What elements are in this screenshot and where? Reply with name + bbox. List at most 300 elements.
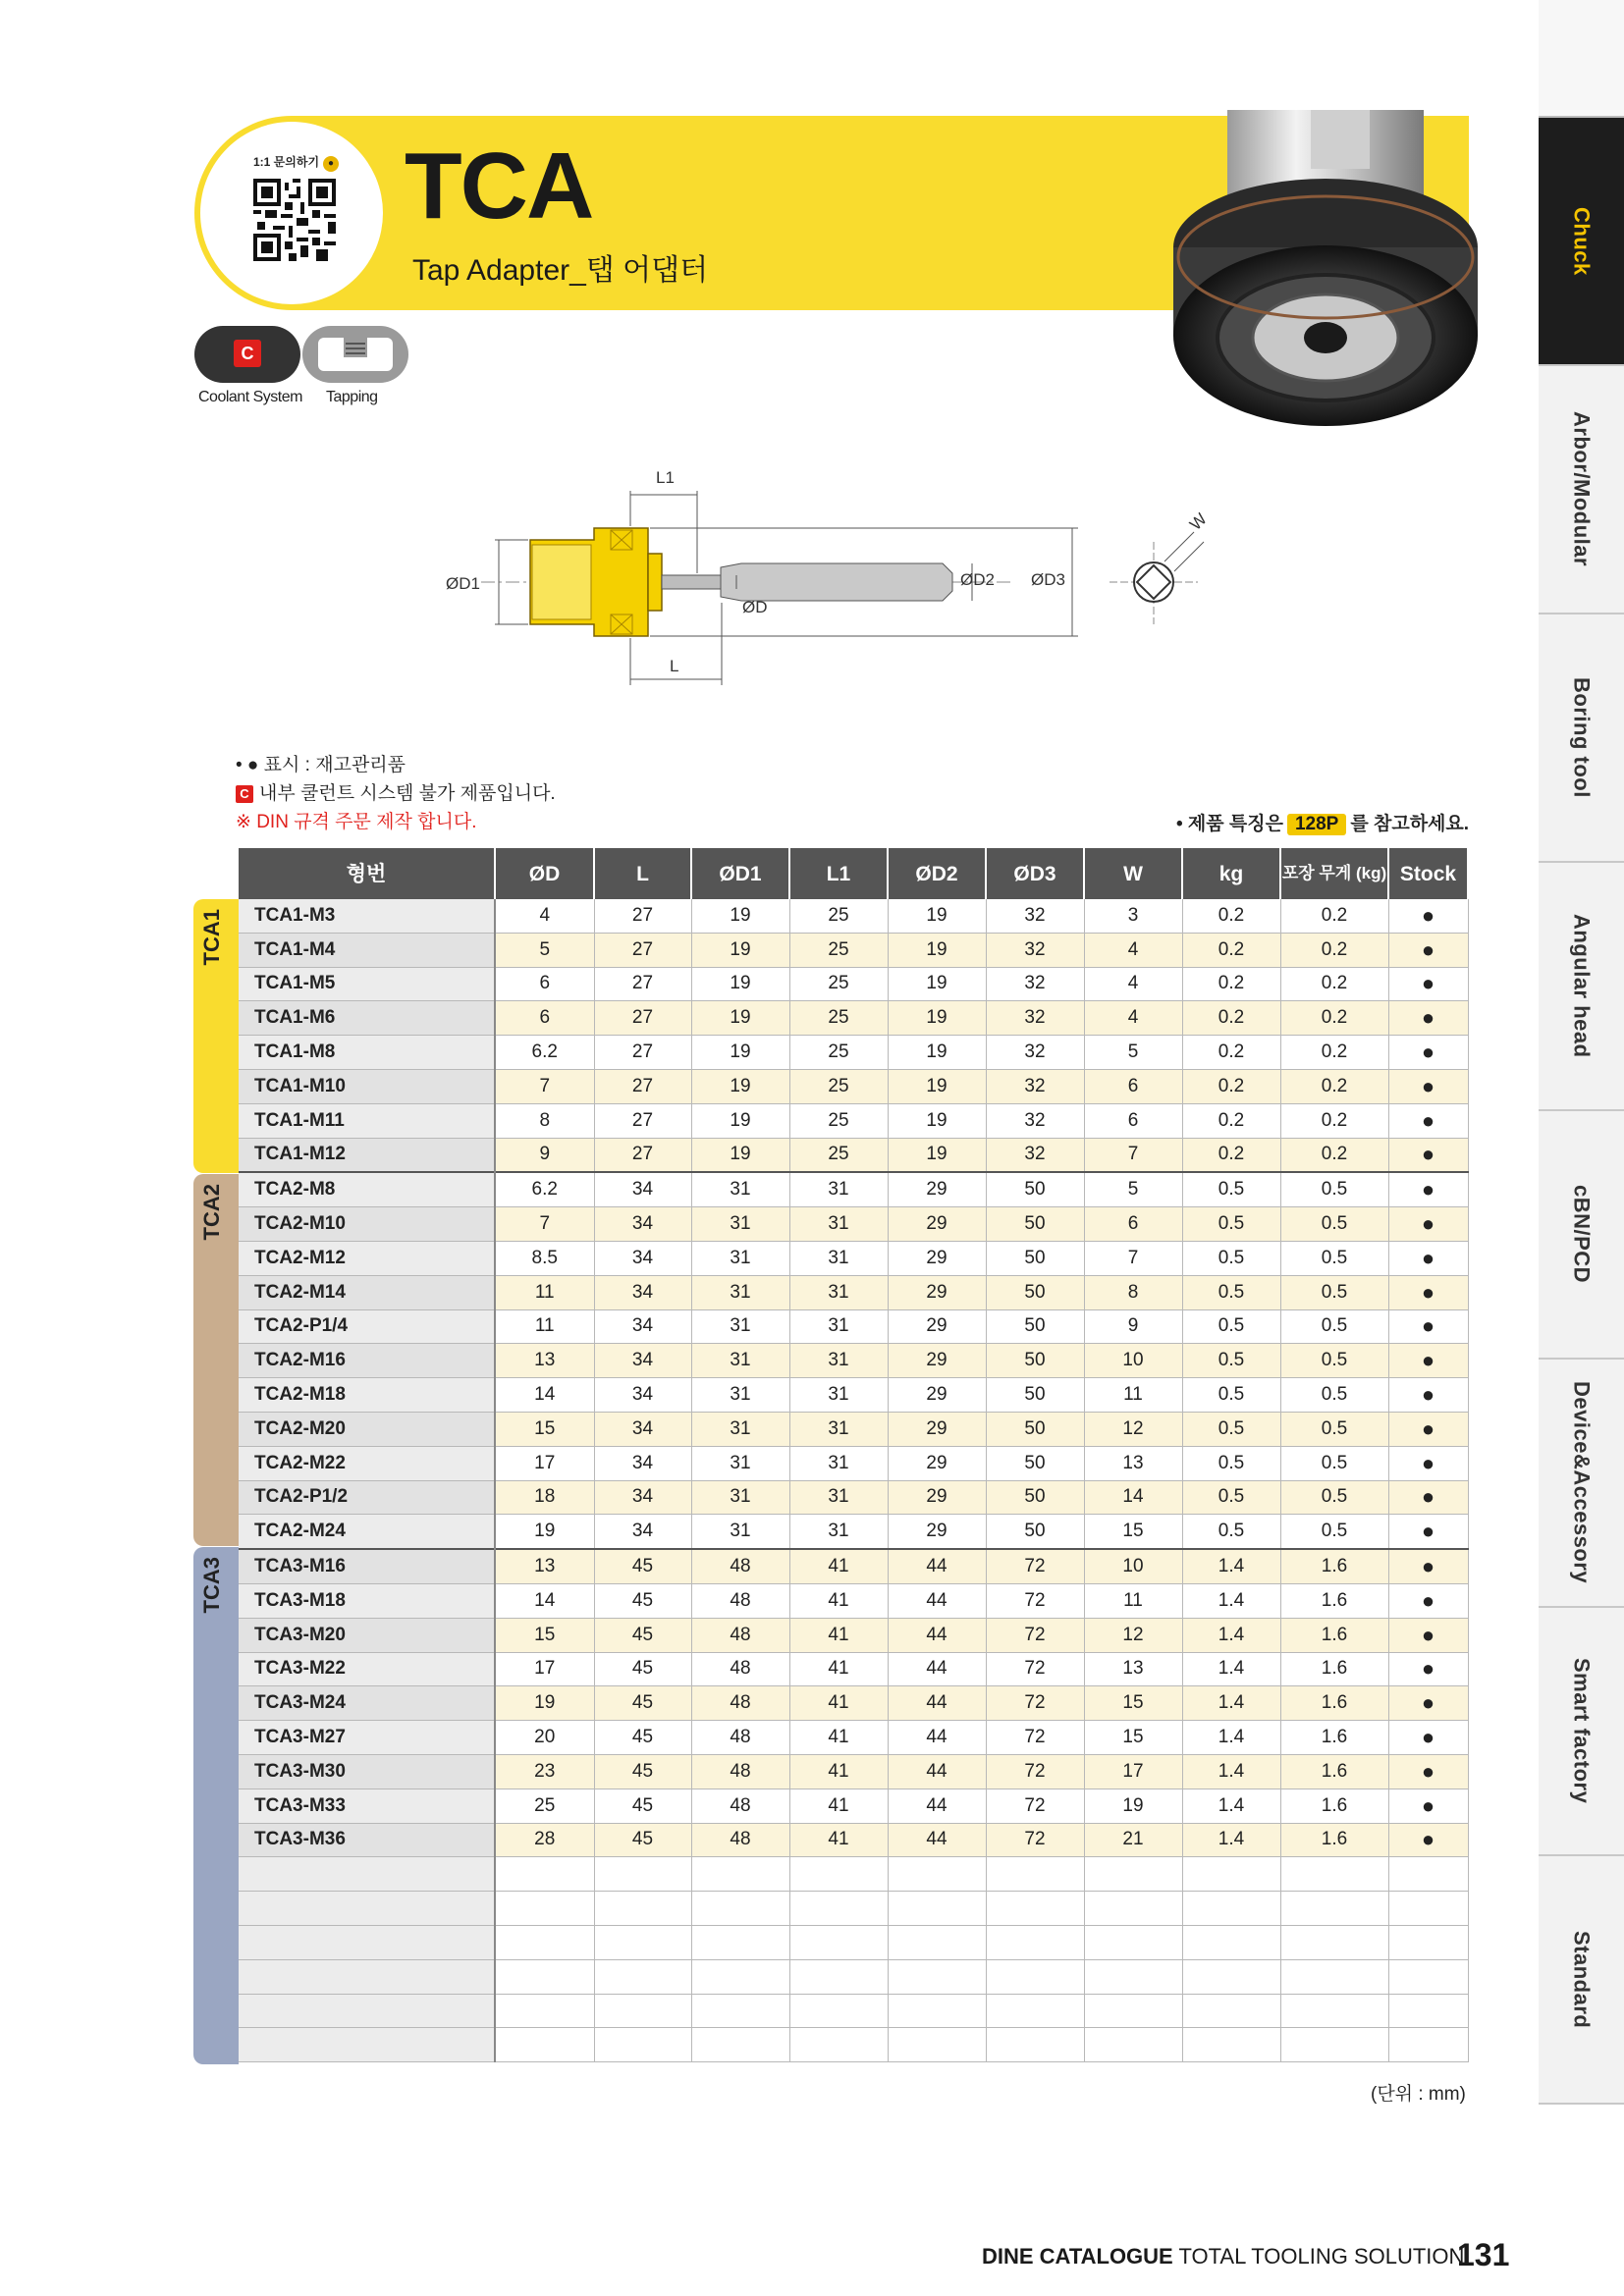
spec-cell: 0.5 [1182, 1172, 1280, 1206]
spec-cell: 29 [888, 1309, 986, 1344]
spec-cell: 7 [1084, 1241, 1182, 1275]
spec-cell: 17 [1084, 1754, 1182, 1789]
spec-cell: 0.5 [1182, 1344, 1280, 1378]
spec-cell: 41 [789, 1549, 888, 1583]
empty-cell [1388, 1925, 1468, 1959]
spec-cell: 15 [1084, 1686, 1182, 1721]
table-row [239, 1275, 1468, 1309]
col-header-kg: kg [1182, 848, 1280, 899]
spec-cell: 72 [986, 1789, 1084, 1823]
empty-cell [789, 1959, 888, 1994]
side-tab-device-accessory[interactable]: Device&Accessory [1539, 1360, 1624, 1608]
spec-cell: 0.2 [1182, 1103, 1280, 1138]
spec-cell: 9 [495, 1138, 594, 1172]
empty-cell [1388, 1994, 1468, 2028]
spec-cell: 25 [789, 967, 888, 1001]
spec-cell: 44 [888, 1652, 986, 1686]
spec-cell: 1.4 [1182, 1583, 1280, 1618]
tap-adapter-photo [1168, 110, 1483, 434]
model-code-cell: TCA2-M12 [239, 1241, 495, 1275]
spec-cell: 45 [594, 1652, 691, 1686]
empty-cell [1182, 1892, 1280, 1926]
spec-cell: 0.5 [1280, 1446, 1388, 1480]
empty-cell [594, 1925, 691, 1959]
empty-cell [691, 1892, 789, 1926]
group-band-tca2: TCA2 [193, 1174, 239, 1546]
table-row [239, 1138, 1468, 1172]
table-row [239, 1549, 1468, 1583]
coolant-badge: C [234, 340, 261, 367]
spec-cell: 0.2 [1182, 899, 1280, 933]
dim-w-label: W [1185, 509, 1211, 534]
spec-cell: 19 [888, 1001, 986, 1036]
table-row [239, 1721, 1468, 1755]
empty-cell [1084, 1925, 1182, 1959]
spec-cell: 44 [888, 1721, 986, 1755]
empty-cell [888, 2028, 986, 2062]
col-header-d3: ØD3 [986, 848, 1084, 899]
empty-cell [888, 1925, 986, 1959]
talk-icon: ● [323, 156, 339, 172]
model-code-cell: TCA1-M10 [239, 1069, 495, 1103]
spec-cell: 32 [986, 967, 1084, 1001]
spec-cell: 19 [691, 1103, 789, 1138]
spec-cell: 29 [888, 1480, 986, 1515]
stock-cell: ● [1388, 1789, 1468, 1823]
note-coolant: C 내부 쿨런트 시스템 불가 제품입니다. [236, 778, 556, 805]
empty-cell [888, 1994, 986, 2028]
spec-cell: 50 [986, 1515, 1084, 1549]
empty-cell [594, 2028, 691, 2062]
spec-cell: 1.4 [1182, 1652, 1280, 1686]
stock-cell: ● [1388, 1378, 1468, 1413]
model-code-cell: TCA1-M8 [239, 1036, 495, 1070]
spec-cell: 32 [986, 1036, 1084, 1070]
spec-cell: 19 [691, 899, 789, 933]
empty-cell [888, 1857, 986, 1892]
spec-cell: 5 [1084, 1036, 1182, 1070]
dim-d3-label: ØD3 [1031, 570, 1065, 589]
spec-cell: 44 [888, 1549, 986, 1583]
spec-cell: 29 [888, 1446, 986, 1480]
dimension-drawing [422, 452, 1237, 697]
spec-cell: 6.2 [495, 1172, 594, 1206]
spec-cell: 50 [986, 1412, 1084, 1446]
spec-cell: 19 [495, 1686, 594, 1721]
empty-table-row [239, 1959, 1468, 1994]
spec-cell: 1.4 [1182, 1721, 1280, 1755]
empty-cell [594, 1892, 691, 1926]
empty-cell [691, 2028, 789, 2062]
spec-cell: 1.6 [1280, 1686, 1388, 1721]
spec-cell: 15 [495, 1618, 594, 1652]
spec-cell: 14 [1084, 1480, 1182, 1515]
spec-cell: 0.5 [1280, 1344, 1388, 1378]
spec-cell: 25 [789, 1103, 888, 1138]
spec-cell: 45 [594, 1823, 691, 1857]
spec-cell: 50 [986, 1207, 1084, 1242]
empty-cell [789, 1892, 888, 1926]
empty-cell [1084, 2028, 1182, 2062]
spec-cell: 0.5 [1182, 1412, 1280, 1446]
model-code-cell: TCA2-M20 [239, 1412, 495, 1446]
table-row [239, 1103, 1468, 1138]
spec-cell: 41 [789, 1583, 888, 1618]
spec-cell: 34 [594, 1344, 691, 1378]
side-tab-smart-factory[interactable]: Smart factory [1539, 1608, 1624, 1856]
spec-cell: 41 [789, 1789, 888, 1823]
spec-cell: 0.5 [1182, 1207, 1280, 1242]
stock-cell: ● [1388, 1515, 1468, 1549]
spec-cell: 41 [789, 1618, 888, 1652]
spec-cell: 5 [495, 933, 594, 967]
spec-cell: 48 [691, 1583, 789, 1618]
spec-cell: 1.6 [1280, 1721, 1388, 1755]
spec-cell: 48 [691, 1721, 789, 1755]
spec-cell: 5 [1084, 1172, 1182, 1206]
spec-cell: 34 [594, 1515, 691, 1549]
table-row [239, 933, 1468, 967]
spec-cell: 1.4 [1182, 1823, 1280, 1857]
table-row [239, 1446, 1468, 1480]
spec-cell: 48 [691, 1823, 789, 1857]
qr-code-icon[interactable] [253, 177, 336, 263]
stock-cell: ● [1388, 933, 1468, 967]
table-row [239, 1069, 1468, 1103]
spec-cell: 0.5 [1182, 1241, 1280, 1275]
table-row [239, 1309, 1468, 1344]
spec-cell: 0.2 [1182, 967, 1280, 1001]
unit-note: (단위 : mm) [1371, 2084, 1466, 2105]
spec-cell: 29 [888, 1275, 986, 1309]
spec-cell: 0.2 [1280, 1103, 1388, 1138]
spec-cell: 50 [986, 1275, 1084, 1309]
side-tab-standard[interactable]: Standard [1539, 1856, 1624, 2105]
spec-cell: 15 [495, 1412, 594, 1446]
spec-cell: 1.6 [1280, 1618, 1388, 1652]
spec-cell: 1.6 [1280, 1789, 1388, 1823]
dim-d-label: ØD [742, 598, 768, 616]
model-code-cell: TCA1-M5 [239, 967, 495, 1001]
spec-cell: 50 [986, 1344, 1084, 1378]
side-tab-cbn-pcd[interactable]: cBN/PCD [1539, 1111, 1624, 1360]
table-row [239, 1378, 1468, 1413]
side-tab-arbor-modular[interactable]: Arbor/Modular [1539, 366, 1624, 614]
side-tab-angular-head[interactable]: Angular head [1539, 863, 1624, 1111]
spec-cell: 41 [789, 1652, 888, 1686]
model-code-cell: TCA3-M22 [239, 1652, 495, 1686]
spec-cell: 34 [594, 1378, 691, 1413]
spec-cell: 4 [495, 899, 594, 933]
dim-d1-label: ØD1 [446, 574, 480, 593]
spec-cell: 31 [691, 1344, 789, 1378]
product-title: TCA [405, 133, 593, 239]
stock-cell: ● [1388, 1549, 1468, 1583]
spec-cell: 72 [986, 1652, 1084, 1686]
empty-cell [495, 1857, 594, 1892]
spec-cell: 27 [594, 967, 691, 1001]
spec-cell: 31 [691, 1207, 789, 1242]
empty-cell [1280, 1994, 1388, 2028]
spec-cell: 27 [594, 1036, 691, 1070]
spec-cell: 11 [495, 1309, 594, 1344]
tapping-icon [302, 326, 408, 383]
model-code-cell: TCA3-M18 [239, 1583, 495, 1618]
empty-cell [594, 1994, 691, 2028]
spec-cell: 1.4 [1182, 1618, 1280, 1652]
spec-cell: 4 [1084, 967, 1182, 1001]
dim-l-label: L [670, 657, 679, 675]
stock-cell: ● [1388, 1207, 1468, 1242]
spec-cell: 0.2 [1280, 1069, 1388, 1103]
spec-cell: 10 [1084, 1344, 1182, 1378]
spec-cell: 50 [986, 1378, 1084, 1413]
table-row [239, 967, 1468, 1001]
spec-cell: 19 [888, 933, 986, 967]
note-stock-legend: • ● 표시 : 재고관리품 [236, 755, 406, 775]
col-header-w: W [1084, 848, 1182, 899]
spec-cell: 25 [789, 1138, 888, 1172]
spec-cell: 4 [1084, 933, 1182, 967]
spec-cell: 0.5 [1182, 1309, 1280, 1344]
spec-cell: 41 [789, 1823, 888, 1857]
model-code-cell: TCA3-M16 [239, 1549, 495, 1583]
model-code-cell: TCA3-M27 [239, 1721, 495, 1755]
col-header-d2: ØD2 [888, 848, 986, 899]
col-header-l1: L1 [789, 848, 888, 899]
dim-d2-label: ØD2 [960, 570, 995, 589]
spec-cell: 34 [594, 1480, 691, 1515]
tapping-label: Tapping [326, 389, 378, 405]
group-band-tca3: TCA3 [193, 1547, 239, 2064]
spec-cell: 0.2 [1280, 967, 1388, 1001]
empty-table-row [239, 2028, 1468, 2062]
spec-cell: 15 [1084, 1721, 1182, 1755]
stock-cell: ● [1388, 1686, 1468, 1721]
spec-cell: 0.2 [1280, 1036, 1388, 1070]
stock-cell: ● [1388, 1480, 1468, 1515]
stock-cell: ● [1388, 1241, 1468, 1275]
empty-cell [239, 1994, 495, 2028]
spec-cell: 44 [888, 1583, 986, 1618]
spec-cell: 50 [986, 1480, 1084, 1515]
spec-cell: 31 [789, 1446, 888, 1480]
empty-table-row [239, 1925, 1468, 1959]
spec-cell: 0.5 [1182, 1446, 1280, 1480]
spec-cell: 18 [495, 1480, 594, 1515]
footer-tagline: TOTAL TOOLING SOLUTION [1178, 2244, 1465, 2269]
spec-cell: 0.2 [1280, 1138, 1388, 1172]
spec-cell: 48 [691, 1754, 789, 1789]
empty-cell [239, 1959, 495, 1994]
feature-page-link[interactable]: 128P [1287, 814, 1346, 835]
stock-cell: ● [1388, 1754, 1468, 1789]
spec-cell: 45 [594, 1583, 691, 1618]
table-row [239, 1652, 1468, 1686]
spec-cell: 19 [691, 1001, 789, 1036]
spec-cell: 13 [495, 1344, 594, 1378]
table-row [239, 1515, 1468, 1549]
empty-cell [594, 1959, 691, 1994]
table-row [239, 1618, 1468, 1652]
spec-cell: 0.5 [1280, 1172, 1388, 1206]
empty-cell [495, 1892, 594, 1926]
spec-cell: 44 [888, 1789, 986, 1823]
spec-cell: 27 [594, 1103, 691, 1138]
side-navigation [1539, 116, 1624, 2106]
spec-cell: 14 [495, 1378, 594, 1413]
side-tab-chuck[interactable]: Chuck [1539, 118, 1624, 366]
spec-cell: 19 [691, 967, 789, 1001]
spec-cell: 6 [495, 967, 594, 1001]
spec-cell: 44 [888, 1618, 986, 1652]
model-code-cell: TCA2-M24 [239, 1515, 495, 1549]
table-row [239, 1754, 1468, 1789]
spec-cell: 31 [691, 1275, 789, 1309]
spec-cell: 50 [986, 1309, 1084, 1344]
spec-cell: 34 [594, 1309, 691, 1344]
empty-cell [1388, 2028, 1468, 2062]
spec-cell: 31 [789, 1275, 888, 1309]
spec-cell: 20 [495, 1721, 594, 1755]
empty-cell [1388, 1892, 1468, 1926]
model-code-cell: TCA2-M8 [239, 1172, 495, 1206]
spec-cell: 44 [888, 1686, 986, 1721]
empty-cell [239, 1857, 495, 1892]
spec-cell: 48 [691, 1652, 789, 1686]
spec-cell: 1.4 [1182, 1754, 1280, 1789]
spec-cell: 12 [1084, 1618, 1182, 1652]
spec-cell: 31 [691, 1446, 789, 1480]
empty-cell [986, 2028, 1084, 2062]
spec-cell: 1.6 [1280, 1549, 1388, 1583]
model-code-cell: TCA1-M4 [239, 933, 495, 967]
spec-cell: 34 [594, 1275, 691, 1309]
spec-cell: 8.5 [495, 1241, 594, 1275]
table-row [239, 1036, 1468, 1070]
spec-cell: 45 [594, 1618, 691, 1652]
spec-cell: 0.5 [1280, 1275, 1388, 1309]
spec-cell: 14 [495, 1583, 594, 1618]
spec-cell: 31 [691, 1515, 789, 1549]
empty-cell [986, 1959, 1084, 1994]
spec-cell: 31 [691, 1172, 789, 1206]
spec-cell: 8 [495, 1103, 594, 1138]
spec-cell: 32 [986, 899, 1084, 933]
spec-cell: 17 [495, 1446, 594, 1480]
spec-cell: 27 [594, 933, 691, 967]
spec-cell: 0.2 [1182, 933, 1280, 967]
model-code-cell: TCA2-P1/4 [239, 1309, 495, 1344]
col-header-model: 형번 [239, 848, 495, 899]
spec-cell: 32 [986, 1001, 1084, 1036]
spec-cell: 50 [986, 1241, 1084, 1275]
spec-cell: 23 [495, 1754, 594, 1789]
stock-cell: ● [1388, 1583, 1468, 1618]
table-row [239, 1344, 1468, 1378]
col-header-l: L [594, 848, 691, 899]
spec-cell: 19 [691, 1069, 789, 1103]
empty-cell [789, 1857, 888, 1892]
side-tab-boring-tool[interactable]: Boring tool [1539, 614, 1624, 863]
spec-cell: 31 [789, 1344, 888, 1378]
spec-cell: 31 [789, 1241, 888, 1275]
spec-cell: 11 [1084, 1378, 1182, 1413]
empty-table-row [239, 1857, 1468, 1892]
empty-cell [239, 2028, 495, 2062]
empty-cell [986, 1925, 1084, 1959]
spec-cell: 41 [789, 1754, 888, 1789]
table-row [239, 1001, 1468, 1036]
note-feature-reference: • 제품 특징은 128P 를 참고하세요. [1176, 814, 1470, 834]
model-code-cell: TCA3-M20 [239, 1618, 495, 1652]
spec-cell: 19 [691, 1138, 789, 1172]
spec-cell: 31 [789, 1378, 888, 1413]
spec-cell: 21 [1084, 1823, 1182, 1857]
stock-cell: ● [1388, 1652, 1468, 1686]
spec-cell: 1.6 [1280, 1652, 1388, 1686]
col-header-package-weight: 포장 무게 (kg) [1280, 848, 1388, 899]
stock-cell: ● [1388, 1344, 1468, 1378]
spec-cell: 72 [986, 1754, 1084, 1789]
table-row [239, 1789, 1468, 1823]
spec-cell: 0.5 [1182, 1480, 1280, 1515]
empty-cell [1280, 1892, 1388, 1926]
empty-cell [1280, 1857, 1388, 1892]
spec-cell: 32 [986, 1103, 1084, 1138]
empty-cell [691, 1857, 789, 1892]
spec-cell: 8 [1084, 1275, 1182, 1309]
spec-cell: 6 [1084, 1069, 1182, 1103]
col-header-d: ØD [495, 848, 594, 899]
stock-cell: ● [1388, 1001, 1468, 1036]
spec-cell: 1.4 [1182, 1549, 1280, 1583]
spec-cell: 13 [495, 1549, 594, 1583]
empty-cell [1280, 1959, 1388, 1994]
spec-cell: 72 [986, 1823, 1084, 1857]
spec-cell: 48 [691, 1789, 789, 1823]
model-code-cell: TCA2-M16 [239, 1344, 495, 1378]
spec-cell: 29 [888, 1515, 986, 1549]
empty-cell [495, 1959, 594, 1994]
side-strip-top [1539, 0, 1624, 116]
empty-cell [1182, 1959, 1280, 1994]
model-code-cell: TCA2-M10 [239, 1207, 495, 1242]
model-code-cell: TCA1-M12 [239, 1138, 495, 1172]
empty-cell [888, 1959, 986, 1994]
model-code-cell: TCA2-P1/2 [239, 1480, 495, 1515]
spec-cell: 25 [495, 1789, 594, 1823]
spec-cell: 0.2 [1280, 899, 1388, 933]
spec-cell: 19 [1084, 1789, 1182, 1823]
table-row [239, 1583, 1468, 1618]
spec-cell: 31 [789, 1412, 888, 1446]
table-row [239, 1480, 1468, 1515]
spec-cell: 6 [1084, 1103, 1182, 1138]
page-number: 131 [1457, 2237, 1510, 2272]
spec-cell: 41 [789, 1686, 888, 1721]
empty-cell [691, 1959, 789, 1994]
spec-cell: 0.5 [1182, 1378, 1280, 1413]
table-row [239, 1241, 1468, 1275]
spec-cell: 45 [594, 1789, 691, 1823]
table-row [239, 1823, 1468, 1857]
spec-cell: 19 [888, 1138, 986, 1172]
spec-cell: 25 [789, 933, 888, 967]
spec-cell: 31 [691, 1309, 789, 1344]
table-row [239, 899, 1468, 933]
spec-cell: 9 [1084, 1309, 1182, 1344]
